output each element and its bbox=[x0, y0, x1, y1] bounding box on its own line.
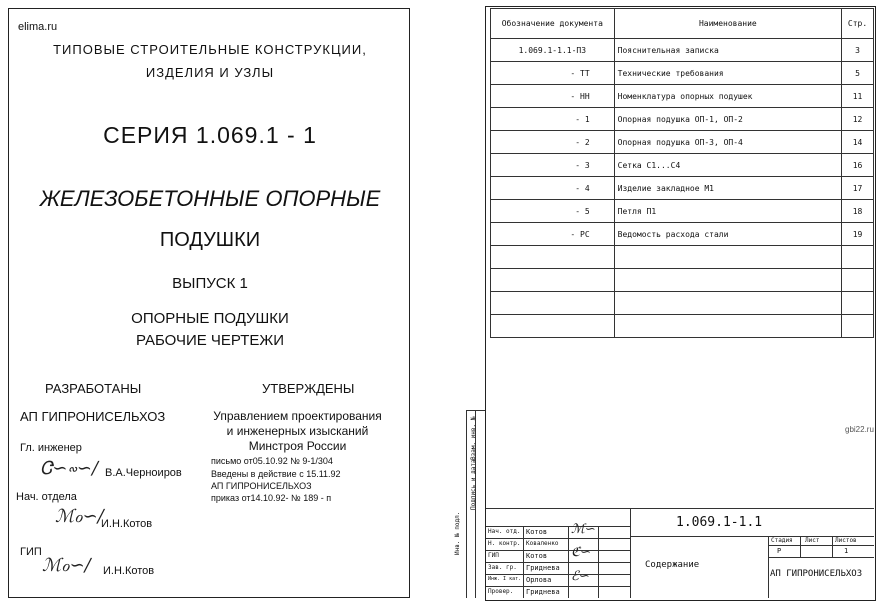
row-designation: - РС bbox=[491, 223, 615, 246]
staff-name: Гриднева bbox=[526, 588, 560, 596]
product-title-2: ПОДУШКИ bbox=[159, 229, 261, 251]
stamp-info-line bbox=[768, 545, 874, 546]
signature-chief-engineer: Ꮳ∽∾∽∕ bbox=[40, 458, 99, 479]
stamp-signature: ℳ∽ bbox=[571, 522, 596, 537]
table-row-empty bbox=[491, 315, 874, 338]
stamp-stage: Р bbox=[777, 547, 782, 555]
row-name: Петля П1 bbox=[614, 200, 841, 223]
table-row bbox=[491, 85, 874, 108]
staff-role: Н. контр. bbox=[488, 540, 521, 547]
table-row-empty bbox=[491, 246, 874, 269]
table-row-empty bbox=[491, 292, 874, 315]
row-name: Технические требования bbox=[614, 62, 841, 85]
row-name: Ведомость расхода стали bbox=[614, 223, 841, 246]
stamp-org: АП ГИПРОНИСЕЛЬХОЗ bbox=[770, 569, 863, 579]
contents-page bbox=[440, 0, 876, 601]
signature-gip: ℳℴ∽∕ bbox=[42, 555, 91, 576]
side-strip-line bbox=[466, 410, 467, 598]
staff-name: Орлова bbox=[526, 576, 552, 584]
stamp-title: Содержание bbox=[645, 560, 700, 570]
stamp-code: 1.069.1-1.1 bbox=[676, 515, 763, 530]
signer-name-gip: И.Н.Котов bbox=[103, 565, 155, 577]
row-designation: - ТТ bbox=[491, 62, 615, 85]
staff-row-line bbox=[486, 562, 630, 563]
row-name: Опорная подушка ОП-1, ОП-2 bbox=[614, 108, 841, 131]
row-page: 5 bbox=[842, 62, 874, 85]
stamp-info-divider bbox=[832, 536, 833, 557]
row-page: 18 bbox=[842, 200, 874, 223]
watermark: gbi22.ru bbox=[845, 425, 874, 434]
stamp-signature: ℭ∽ bbox=[571, 545, 592, 560]
signer-role-gip: ГИП bbox=[20, 546, 42, 558]
staff-role: ГИП bbox=[488, 552, 499, 559]
header-line-1: ТИПОВЫЕ СТРОИТЕЛЬНЫЕ КОНСТРУКЦИИ, bbox=[53, 42, 367, 57]
signer-role-chief-engineer: Гл. инженер bbox=[20, 442, 82, 454]
signer-role-department-head: Нач. отдела bbox=[16, 491, 77, 503]
developed-org: АП ГИПРОНИСЕЛЬХОЗ bbox=[20, 409, 166, 424]
header-line-2: ИЗДЕЛИЯ И УЗЛЫ bbox=[145, 65, 275, 80]
table-row bbox=[491, 154, 874, 177]
stamp-sheet-label: Лист bbox=[805, 537, 820, 544]
table-row bbox=[491, 223, 874, 246]
row-name: Сетка С1...С4 bbox=[614, 154, 841, 177]
row-page: 19 bbox=[842, 223, 874, 246]
staff-name: Коваленко bbox=[526, 540, 559, 547]
developed-heading: РАЗРАБОТАНЫ bbox=[45, 381, 142, 396]
approved-heading: УТВЕРЖДЕНЫ bbox=[262, 381, 355, 396]
side-label-replacement: Взам. инв. № bbox=[470, 416, 477, 460]
side-strip-top bbox=[466, 410, 485, 411]
row-page: 17 bbox=[842, 177, 874, 200]
side-label-inventory: Инв. № подл. bbox=[454, 511, 461, 555]
row-designation: - НН bbox=[491, 85, 615, 108]
order-org: АП ГИПРОНИСЕЛЬХОЗ bbox=[211, 481, 312, 491]
row-designation: - 3 bbox=[491, 154, 615, 177]
stamp-info-line bbox=[768, 557, 874, 558]
staff-row-line bbox=[486, 526, 630, 527]
staff-name: Гриднева bbox=[526, 564, 560, 572]
contents-header-row bbox=[491, 9, 874, 39]
row-page: 12 bbox=[842, 108, 874, 131]
stamp-divider bbox=[630, 508, 631, 598]
table-row bbox=[491, 200, 874, 223]
subtitle-1: ОПОРНЫЕ ПОДУШКИ bbox=[131, 310, 289, 327]
stamp-sheets-label: Листов bbox=[835, 537, 857, 544]
table-row bbox=[491, 108, 874, 131]
staff-row-line bbox=[486, 550, 630, 551]
product-title-1: ЖЕЛЕЗОБЕТОННЫЕ ОПОРНЫЕ bbox=[39, 186, 381, 211]
staff-role: Нач. отд. bbox=[488, 528, 521, 535]
stamp-info-divider bbox=[800, 536, 801, 557]
row-name: Опорная подушка ОП-3, ОП-4 bbox=[614, 131, 841, 154]
table-row bbox=[491, 177, 874, 200]
row-page: 14 bbox=[842, 131, 874, 154]
stamp-signature: ℰ∽ bbox=[571, 569, 590, 584]
staff-name: Котов bbox=[526, 552, 548, 560]
stamp-top-line bbox=[486, 508, 874, 509]
table-row bbox=[491, 62, 874, 85]
side-label-signature: Подпись и дата bbox=[470, 459, 477, 510]
row-name: Пояснительная записка bbox=[614, 39, 841, 62]
row-designation: - 5 bbox=[491, 200, 615, 223]
approval-letter: письмо от05.10.92 № 9-1/304 bbox=[211, 456, 333, 466]
stamp-stage-label: Стадия bbox=[771, 537, 793, 544]
effective-date: Введены в действие с 15.11.92 bbox=[211, 469, 341, 479]
row-designation: 1.069.1-1.1-ПЗ bbox=[491, 39, 615, 62]
stamp-sheet: 1 bbox=[844, 547, 849, 555]
row-designation: - 4 bbox=[491, 177, 615, 200]
row-designation: - 2 bbox=[491, 131, 615, 154]
col-page: Стр. bbox=[842, 9, 874, 39]
order-number: приказ от14.10.92- № 189 - п bbox=[211, 493, 332, 503]
staff-row-line bbox=[486, 574, 630, 575]
approved-line-1: Управлением проектирования bbox=[213, 409, 382, 423]
signer-name-chief-engineer: В.А.Черноиров bbox=[105, 467, 182, 479]
staff-row-line bbox=[486, 586, 630, 587]
row-page: 3 bbox=[842, 39, 874, 62]
contents-table bbox=[490, 8, 874, 338]
signer-name-department-head: И.Н.Котов bbox=[101, 518, 153, 530]
table-row-empty bbox=[491, 269, 874, 292]
staff-name: Котов bbox=[526, 528, 548, 536]
staff-role: Провер. bbox=[488, 588, 514, 595]
row-designation: - 1 bbox=[491, 108, 615, 131]
signature-department-head: ℳℴ∽∕ bbox=[55, 506, 104, 527]
subtitle-2: РАБОЧИЕ ЧЕРТЕЖИ bbox=[135, 332, 285, 349]
row-page: 11 bbox=[842, 85, 874, 108]
staff-role: Зав. гр. bbox=[488, 564, 517, 571]
issue-label: ВЫПУСК 1 bbox=[172, 275, 248, 292]
table-row bbox=[491, 131, 874, 154]
col-designation: Обозначение документа bbox=[491, 9, 615, 39]
staff-row-line bbox=[486, 538, 630, 539]
approved-line-2: и инженерных изысканий bbox=[226, 424, 369, 438]
row-name: Изделие закладное М1 bbox=[614, 177, 841, 200]
col-name: Наименование bbox=[614, 9, 841, 39]
row-page: 16 bbox=[842, 154, 874, 177]
series-title: СЕРИЯ 1.069.1 - 1 bbox=[103, 122, 317, 148]
site-label: elima.ru bbox=[18, 21, 58, 33]
table-row bbox=[491, 39, 874, 62]
row-name: Номенклатура опорных подушек bbox=[614, 85, 841, 108]
approved-line-3: Минстроя России bbox=[248, 439, 347, 453]
staff-role: Инж. I кат. bbox=[488, 576, 522, 582]
